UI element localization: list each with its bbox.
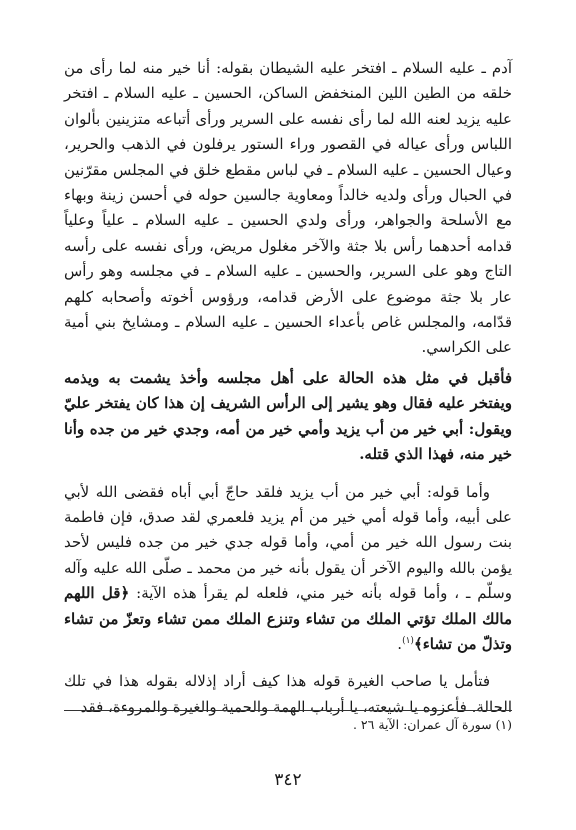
paragraph-2 (64, 366, 512, 468)
paragraph-2-text: فأقبل في مثل هذه الحالة على أهل مجلسه وأخذ يشمت به ويذمه ويفتخر عليه فقال وهو يشير إلى الرأس الشريف إن هذا كان يفتخر عليّ ويقول: أبي خير من أب يزيد وأمي خير من أمه، وجدي خير من جده وأنا خير منه، فهذا الذي قتله. (64, 368, 512, 464)
paragraph-3-text: وأما قوله: أبي خير من أب يزيد فلقد حاجّ أبي أباه فقضى الله لأبي على أبيه، وأما قوله أمي خير من أم يزيد فلعمري لقد صدق، فإن فاطمة بنت رسول الله خير من أمي، وأما قوله جدي خير من جده فليس لأحد يؤمن بالله واليوم الآخر أن يقول بأنه خير من محمد ـ صلّى الله عليه وآله وسلّم ـ ، وأما قوله بأنه خير مني، فلعله لم يقرأ هذه الآية: (64, 482, 512, 603)
paragraph-3 (64, 480, 512, 658)
paragraph-3-end: . (397, 634, 403, 653)
paragraph-4-text: فتأمل يا صاحب الغيرة قوله هذا كيف أراد إذلاله بقوله هذا في تلك الحالة. فأعزوه يا شيعته، يا أرباب الهمة والحمية والغيرة والمروءة، فقد (64, 672, 512, 716)
quran-verse: ﴿قل اللهم مالك الملك تؤتي الملك من تشاء وتنزع الملك ممن تشاء وتعزّ من تشاء وتذلّ من تشاء﴾ (64, 584, 512, 653)
footnote-divider (64, 710, 512, 711)
footnote-marker: (١) (402, 635, 414, 646)
footnote: (١) سورة آل عمران: الآية ٢٦ . (352, 717, 512, 732)
paragraph-4 (64, 669, 512, 720)
paragraph-1 (64, 56, 512, 361)
body-text (64, 56, 512, 720)
paragraph-1-text: آدم ـ عليه السلام ـ افتخر عليه الشيطان بقوله: أنا خير منه لما رأى من خلقه من الطين اللين المنخفض الساكن، الحسين ـ عليه السلام ـ افتخر عليه يزيد لعنه الله لما رأى نفسه على السرير ورأى أتباعه متزينين بألوان اللباس ورأى عياله في القصور وراء الستور يرفلون في الذهب والحرير، وعيال الحسين ـ عليه السلام ـ في لباس مقطع خلق في المجلس مقرّنين في الحبال ورأى ولديه خالداً ومعاوية جالسين حوله في أحسن زينة وبهاء مع الأسلحة والجواهر، ورأى ولدي الحسين ـ عليه السلام ـ علياً وعلياً قدامه أحدهما رأس بلا جثة والآخر مغلول مريض، ورأى نفسه على رأسه التاج وهو على السرير، والحسين ـ عليه السلام ـ في مجلسه وهو رأس عار بلا جثة موضوع على الأرض قدامه، ورؤوس أخوته وأصحابه كلهم قدّامه، والمجلس غاص بأعداء الحسين ـ عليه السلام ـ ومشايخ بني أمية على الكراسي. (64, 59, 512, 357)
page-number: ٣٤٢ (274, 770, 302, 790)
